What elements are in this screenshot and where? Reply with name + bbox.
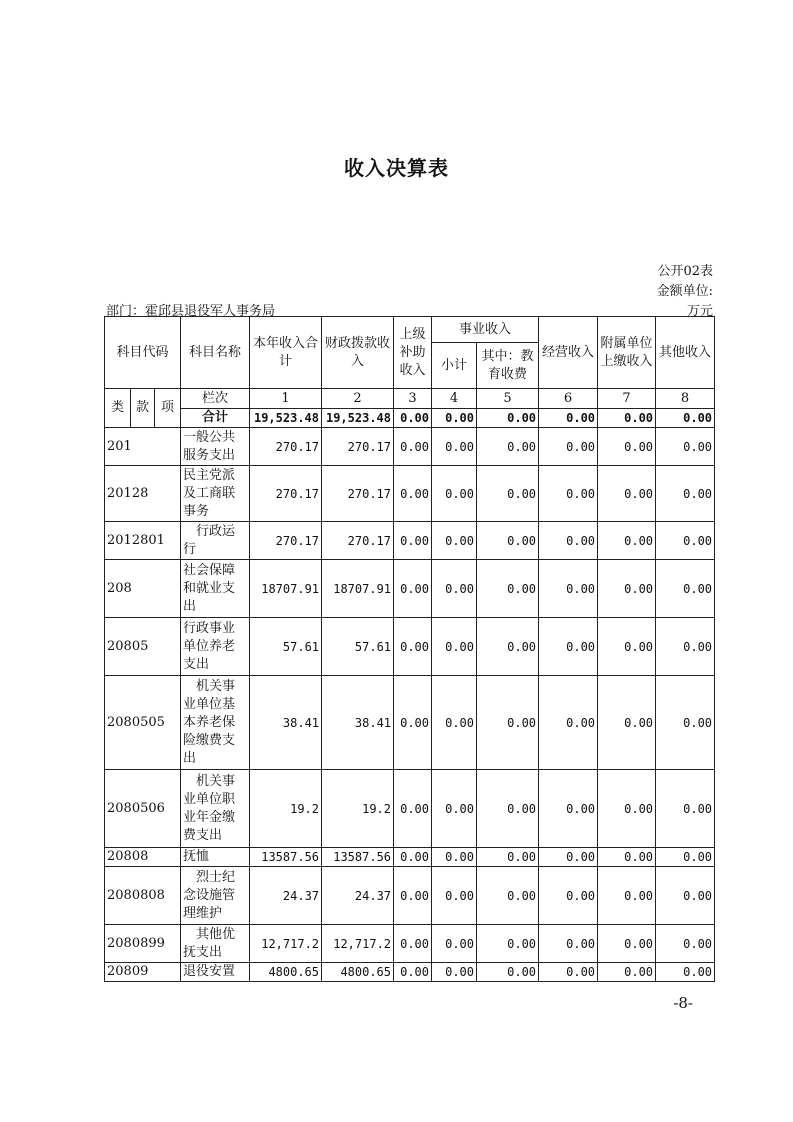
row-value: 0.00 [598, 676, 656, 770]
row-name: 抚恤 [181, 848, 250, 867]
table-row [105, 428, 715, 466]
income-table [104, 316, 715, 982]
header-fiscal: 财政拨款收入 [322, 317, 394, 389]
row-name: 其他优抚支出 [181, 925, 250, 963]
row-value: 0.00 [432, 522, 477, 560]
total-value: 19,523.48 [322, 409, 394, 428]
row-code: 20805 [105, 618, 181, 676]
row-value: 0.00 [539, 963, 598, 982]
row-value: 0.00 [656, 925, 715, 963]
header-total: 本年收入合计 [250, 317, 322, 389]
row-value: 0.00 [598, 522, 656, 560]
table-row [105, 925, 715, 963]
row-value: 0.00 [598, 618, 656, 676]
total-value: 0.00 [477, 409, 539, 428]
row-value: 0.00 [598, 867, 656, 925]
col-number: 1 [250, 389, 322, 409]
row-value: 0.00 [656, 867, 715, 925]
row-value: 0.00 [394, 925, 432, 963]
row-value: 0.00 [477, 466, 539, 522]
row-value: 270.17 [250, 466, 322, 522]
column-index-row [105, 389, 715, 409]
row-value: 270.17 [250, 428, 322, 466]
table-row [105, 560, 715, 618]
header-affiliated: 附属单位上缴收入 [598, 317, 656, 389]
row-value: 0.00 [394, 522, 432, 560]
header-edu: 其中：教育收费 [477, 343, 539, 389]
row-value: 0.00 [477, 867, 539, 925]
total-value: 0.00 [539, 409, 598, 428]
row-value: 0.00 [656, 560, 715, 618]
row-value: 0.00 [598, 770, 656, 848]
row-code: 201 [105, 428, 181, 466]
header-kuan: 款 [131, 389, 155, 428]
total-value: 0.00 [432, 409, 477, 428]
row-value: 0.00 [477, 770, 539, 848]
row-value: 0.00 [432, 676, 477, 770]
form-number: 公开02表 [657, 264, 713, 279]
row-value: 0.00 [394, 676, 432, 770]
page-title: 收入决算表 [344, 156, 449, 180]
row-value: 0.00 [394, 867, 432, 925]
row-value: 0.00 [598, 428, 656, 466]
total-value: 0.00 [656, 409, 715, 428]
col-number: 5 [477, 389, 539, 409]
row-code: 20809 [105, 963, 181, 982]
table-row [105, 867, 715, 925]
row-value: 0.00 [394, 560, 432, 618]
row-value: 4800.65 [322, 963, 394, 982]
row-value: 0.00 [539, 770, 598, 848]
row-value: 19.2 [322, 770, 394, 848]
row-code: 2012801 [105, 522, 181, 560]
total-value: 0.00 [394, 409, 432, 428]
row-value: 0.00 [432, 618, 477, 676]
row-name: 行政事业单位养老支出 [181, 618, 250, 676]
table-row [105, 522, 715, 560]
row-name: 行政运行 [181, 522, 250, 560]
table-row [105, 676, 715, 770]
row-value: 13587.56 [322, 848, 394, 867]
row-value: 0.00 [394, 963, 432, 982]
row-value: 4800.65 [250, 963, 322, 982]
table-row [105, 618, 715, 676]
row-value: 0.00 [394, 848, 432, 867]
row-value: 18707.91 [322, 560, 394, 618]
row-value: 0.00 [539, 848, 598, 867]
row-name: 社会保障和就业支出 [181, 560, 250, 618]
row-value: 0.00 [432, 848, 477, 867]
col-number: 8 [656, 389, 715, 409]
row-value: 0.00 [432, 925, 477, 963]
row-value: 0.00 [394, 428, 432, 466]
total-value: 0.00 [598, 409, 656, 428]
table-row [105, 466, 715, 522]
row-value: 0.00 [598, 560, 656, 618]
col-number: 7 [598, 389, 656, 409]
row-value: 0.00 [539, 676, 598, 770]
row-value: 0.00 [656, 770, 715, 848]
row-value: 270.17 [322, 428, 394, 466]
col-number: 6 [539, 389, 598, 409]
row-value: 270.17 [322, 466, 394, 522]
row-value: 0.00 [656, 676, 715, 770]
unit-value: 万元 [686, 304, 713, 319]
row-value: 0.00 [539, 560, 598, 618]
row-value: 0.00 [477, 618, 539, 676]
row-code: 208 [105, 560, 181, 618]
row-code: 2080899 [105, 925, 181, 963]
row-value: 0.00 [432, 428, 477, 466]
row-value: 18707.91 [250, 560, 322, 618]
row-value: 0.00 [394, 466, 432, 522]
row-value: 12,717.2 [250, 925, 322, 963]
row-value: 0.00 [394, 770, 432, 848]
row-code: 20808 [105, 848, 181, 867]
row-value: 0.00 [477, 676, 539, 770]
row-value: 0.00 [539, 428, 598, 466]
row-value: 0.00 [432, 560, 477, 618]
row-value: 0.00 [432, 770, 477, 848]
row-value: 19.2 [250, 770, 322, 848]
row-value: 270.17 [250, 522, 322, 560]
row-code: 2080506 [105, 770, 181, 848]
header-subtotal: 小计 [432, 343, 477, 389]
row-value: 38.41 [250, 676, 322, 770]
row-value: 0.00 [598, 963, 656, 982]
row-code: 2080808 [105, 867, 181, 925]
row-value: 0.00 [656, 963, 715, 982]
row-value: 0.00 [598, 925, 656, 963]
row-name: 机关事业单位职业年金缴费支出 [181, 770, 250, 848]
row-name: 机关事业单位基本养老保险缴费支出 [181, 676, 250, 770]
total-row [105, 409, 715, 428]
row-value: 0.00 [656, 428, 715, 466]
row-value: 24.37 [322, 867, 394, 925]
row-value: 57.61 [250, 618, 322, 676]
header-xiang: 项 [155, 389, 181, 428]
header-lei: 类 [105, 389, 131, 428]
row-value: 270.17 [322, 522, 394, 560]
row-code: 20128 [105, 466, 181, 522]
row-value: 0.00 [656, 466, 715, 522]
table-row [105, 770, 715, 848]
row-value: 0.00 [598, 848, 656, 867]
row-value: 0.00 [539, 466, 598, 522]
row-value: 0.00 [477, 560, 539, 618]
row-value: 0.00 [539, 867, 598, 925]
row-value: 0.00 [477, 522, 539, 560]
row-value: 0.00 [432, 466, 477, 522]
header-business: 事业收入 [432, 317, 539, 343]
row-value: 0.00 [656, 522, 715, 560]
header-name: 科目名称 [181, 317, 250, 389]
row-value: 12,717.2 [322, 925, 394, 963]
row-value: 0.00 [656, 848, 715, 867]
row-value: 0.00 [432, 963, 477, 982]
header-operating: 经营收入 [539, 317, 598, 389]
total-value: 19,523.48 [250, 409, 322, 428]
row-value: 0.00 [656, 618, 715, 676]
row-value: 0.00 [477, 925, 539, 963]
row-value: 0.00 [477, 963, 539, 982]
row-value: 0.00 [539, 925, 598, 963]
table-row [105, 848, 715, 867]
row-name: 烈士纪念设施管理维护 [181, 867, 250, 925]
row-value: 0.00 [432, 867, 477, 925]
page-number: -8- [673, 994, 693, 1012]
row-value: 0.00 [394, 618, 432, 676]
row-name: 民主党派及工商联事务 [181, 466, 250, 522]
unit-label: 金额单位: [656, 284, 713, 299]
header-upper: 上级补助收入 [394, 317, 432, 389]
row-code: 2080505 [105, 676, 181, 770]
header-code: 科目代码 [105, 317, 181, 389]
row-value: 0.00 [539, 618, 598, 676]
header-row-1 [105, 317, 715, 343]
row-value: 24.37 [250, 867, 322, 925]
total-label: 合计 [181, 409, 250, 428]
row-value: 13587.56 [250, 848, 322, 867]
col-number: 2 [322, 389, 394, 409]
department-label: 部门：霍邱县退役军人事务局 [106, 304, 276, 319]
row-name: 一般公共服务支出 [181, 428, 250, 466]
col-number: 3 [394, 389, 432, 409]
row-value: 38.41 [322, 676, 394, 770]
row-value: 57.61 [322, 618, 394, 676]
header-other: 其他收入 [656, 317, 715, 389]
row-value: 0.00 [598, 466, 656, 522]
row-value: 0.00 [477, 428, 539, 466]
row-value: 0.00 [477, 848, 539, 867]
table-row [105, 963, 715, 982]
col-number: 4 [432, 389, 477, 409]
column-index-label: 栏次 [181, 389, 250, 409]
row-value: 0.00 [539, 522, 598, 560]
row-name: 退役安置 [181, 963, 250, 982]
